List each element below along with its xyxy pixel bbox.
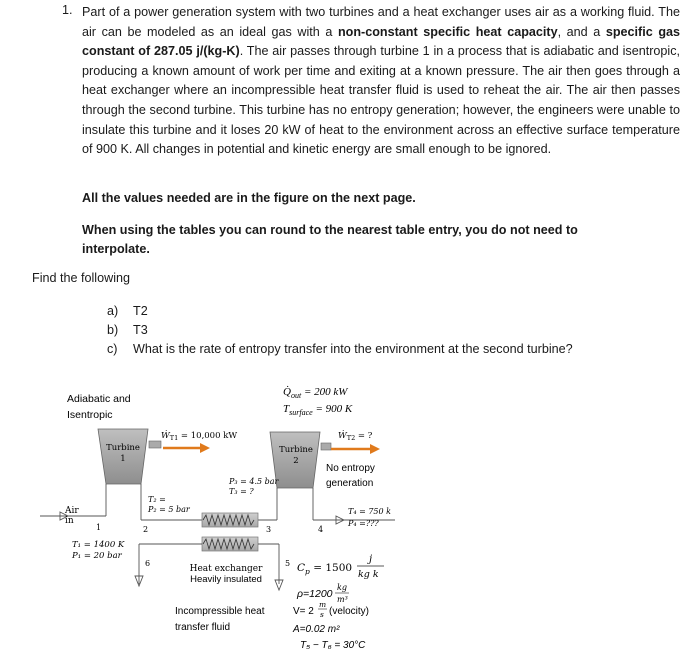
cp-unit-numerator: j [369, 554, 373, 565]
wt2-arrow-head [370, 444, 380, 454]
qout-label: $Q̇_{out} = 200$ kW [283, 386, 348, 400]
wt2-label: Ẇ$_{T2}$ = ? [338, 431, 373, 442]
find-heading: Find the following [32, 271, 131, 285]
velocity-unit-denominator: s [320, 610, 324, 619]
area-label: A=0.02 m² [293, 624, 340, 635]
state-4: 4 [318, 525, 324, 534]
text-segment: Part of a power generation system with two turbines and a heat exchanger uses air as a working fluid. The air can be modeled as an ideal gas with a [82, 5, 680, 39]
turbine-1-number: 1 [120, 454, 126, 464]
find-item-label: b) [107, 323, 119, 337]
tsurface-label: $T_{surface} = 900$ K [283, 403, 353, 417]
state-2: 2 [143, 525, 149, 534]
adiabatic-label-line2: Isentropic [67, 409, 113, 421]
turbine-2-label: Turbine [279, 445, 313, 455]
find-item-label: c) [107, 342, 118, 356]
note-tables-rounding: When using the tables you can round to the nearest table entry, you do not need to interpolate. [82, 223, 578, 256]
question-number: 1. [62, 3, 73, 17]
t1-label: T₁ = 1400 K [72, 540, 125, 550]
hx-label-line2: Heavily insulated [190, 574, 262, 585]
temperature-difference: T₅ − T₆ = 30°C [300, 640, 366, 651]
bold-text-segment: specific gas constant of 287.05 j/(kg-K) [82, 24, 681, 59]
find-item-label: a) [107, 304, 119, 318]
state-3: 3 [266, 525, 272, 534]
p4-label: P₄ =??? [348, 519, 379, 528]
no-entropy-line1: No entropy [326, 463, 375, 474]
note-values-in-figure: All the values needed are in the figure on the next page. [82, 191, 416, 205]
velocity-a: V= 2 [293, 606, 314, 617]
velocity-unit-numerator: m [319, 600, 327, 609]
hx-label-line1: Heat exchanger [189, 564, 263, 574]
turbine-2 [270, 432, 331, 488]
velocity-b: (velocity) [329, 606, 370, 617]
in-label: in [65, 516, 74, 526]
air-label: Air [65, 506, 79, 516]
find-item-text: What is the rate of entropy transfer into the environment at the second turbine? [133, 342, 573, 356]
heat-exchanger [202, 513, 258, 551]
find-item-text: T3 [133, 323, 148, 337]
incompressible-line1: Incompressible heat [175, 606, 265, 617]
find-item-text: T2 [133, 304, 148, 318]
rho-unit-denominator: m³ [337, 595, 348, 604]
wt1-label: Ẇ$_{T1}$ = 10,000 kW [161, 431, 238, 442]
adiabatic-label-line1: Adiabatic and [67, 393, 131, 405]
cp-unit-denominator: kg k [358, 569, 379, 580]
t2-label: T₂ = [148, 495, 166, 504]
text-segment: . The air passes through turbine 1 in a process that is adiabatic and isentropic, producing a known amount of work per time and exiting at a known pressure. The air then goes through a heat exchanger where an incompressible heat transfer fluid is used to reheat the air. The air then passes through the second turbine. This turbine has no entropy generation; however, the engineers were unable to insulate this turbine and it loses 20 kW of heat to the environment across an effective surface temperature of 900 K. All changes in potential and kinetic energy are small enough to be ignored. [82, 44, 680, 157]
turbine-1-label: Turbine [106, 443, 140, 453]
state-6: 6 [145, 559, 151, 568]
cp-label: $C_p = 1500$ [297, 562, 353, 576]
rho-unit-numerator: kg [337, 583, 347, 592]
t4-label: T₄ = 750 k [348, 507, 391, 516]
p2-label: P₂ = 5 bar [148, 505, 190, 514]
no-entropy-line2: generation [326, 478, 374, 489]
text-segment: , and a [557, 24, 606, 39]
turbine-2-number: 2 [293, 456, 299, 466]
incompressible-line2: transfer fluid [175, 622, 231, 633]
bold-text-segment: non-constant specific heat capacity [337, 24, 558, 39]
p1-label: P₁ = 20 bar [72, 551, 122, 561]
state-1: 1 [96, 523, 102, 532]
state-5: 5 [285, 559, 291, 568]
p3-label: P₃ = 4.5 bar [229, 477, 279, 486]
rho-label: ρ=1200 [297, 588, 333, 600]
t3-label: T₃ = ? [229, 487, 254, 496]
wt1-arrow-head [200, 443, 210, 453]
turbine-1 [98, 429, 161, 484]
